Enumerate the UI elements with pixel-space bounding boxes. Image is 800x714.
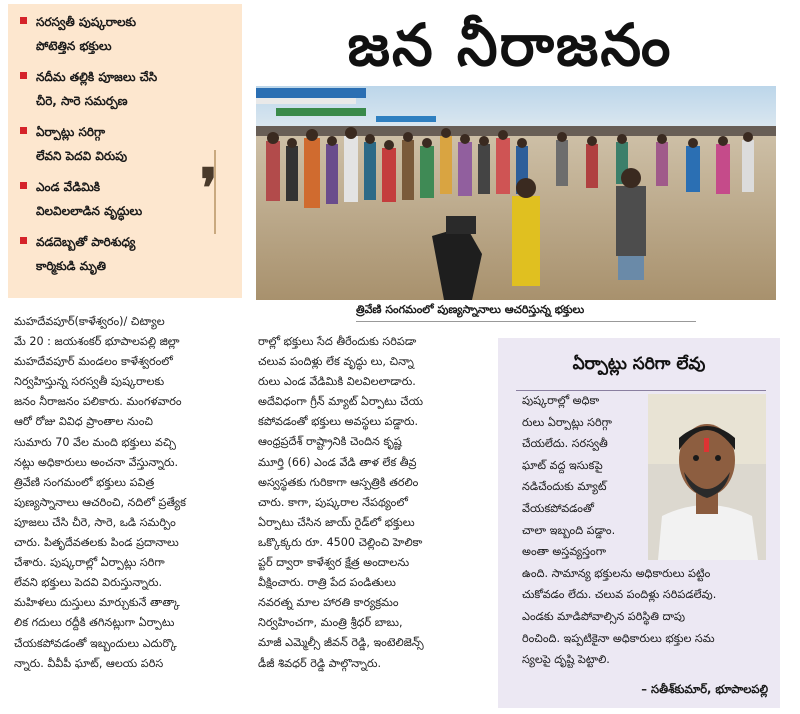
opinion-line: స్యలపై దృష్టి పెట్టాలి.: [522, 653, 610, 667]
opinion-line: చుకోవడం లేదు. చలువ పందిళ్లు సరిపడలేవు.: [522, 588, 717, 602]
highlight-line: వడదెబ్బతో పారిశుధ్య: [36, 235, 136, 249]
article-line: చారు. కాగా, పుష్కరాల నేపథ్యంలో: [258, 495, 408, 509]
opinion-box: [498, 338, 780, 708]
highlights-panel: [8, 4, 242, 298]
article-line: కపోవడంతో భక్తులు అవస్థలు పడ్డారు.: [258, 415, 419, 429]
article-line: సుమారు 70 వేల మంది భక్తులు వచ్చి: [14, 435, 176, 449]
bullet-icon: [20, 72, 27, 79]
article-line: పుణ్యస్నానాలు ఆచరించి, నదిలో ప్రత్యేక: [14, 495, 186, 509]
article-line: ఆంధ్రప్రదేశ్ రాష్ట్రానికి చెందిన కృష్ణ: [258, 435, 402, 449]
article-line: ఆరో రోజు వివిధ ప్రాంతాల నుంచి: [14, 415, 153, 429]
opinion-line: ఎండకు మాడిపోవాల్సిన పరిస్థితి దాపు: [522, 609, 685, 623]
highlight-item: [18, 65, 236, 113]
article-line: ఏర్పాటు చేసిన జాయ్ రైడ్‌లో భక్తులు: [258, 515, 415, 529]
highlight-item: [18, 10, 236, 58]
article-line: లేవని భక్తులు పెదవి విరుస్తున్నారు.: [14, 576, 163, 590]
opinion-line: రించింది. ఇప్పటికైనా అధికారులు భక్తుల సమ: [522, 631, 715, 645]
article-line: చారు. పితృదేవతలకు పిండ ప్రదానాలు: [14, 536, 179, 550]
bullet-icon: [20, 17, 27, 24]
article-line: రాల్లో భక్తులు సేద తీరేందుకు సరిపడా: [258, 335, 417, 348]
article-line: చేయకపోవడంతో ఇబ్బందులు ఎదుర్కొ: [14, 636, 177, 650]
article-line: నట్లు అధికారులు అంచనా వేస్తున్నారు.: [14, 455, 179, 469]
highlight-line: పోటెత్తిన భక్తులు: [36, 39, 112, 53]
highlight-item: [18, 230, 236, 278]
quote-mark-icon: ❜: [200, 156, 218, 220]
article-line: రులు ఎండ వేడిమికి విలవిలలాడారు.: [258, 375, 416, 389]
article-line: మహదేవపూర్(కాళేశ్వరం)/ చిట్యాల: [14, 315, 165, 328]
bullet-icon: [20, 127, 27, 134]
article-line: మహదేవపూర్ మండలం కాళేశ్వరంలో: [14, 355, 173, 369]
article-line: ప్టర్ ద్వారా కాళేశ్వర క్షేత్ర అందాలను: [258, 556, 410, 570]
opinion-line: రులు ఏర్పాట్లు సరిగ్గా: [522, 415, 612, 429]
article-line: లిక గదులు రద్దీకి తగినట్లుగా ఏర్పాటు: [14, 616, 175, 630]
opinion-line: ఉంది. సామాన్య భక్తులను అధికారులు పట్టిం: [522, 566, 711, 580]
opinion-line: అంతా అస్తవ్యస్తంగా: [522, 545, 606, 559]
article-line: చలువ పందిళ్లు లేక వృద్ధు లు, చిన్నా: [258, 355, 414, 369]
opinion-line: ఘాట్ వద్ద ఇసుకపై: [522, 458, 603, 472]
article-line: అస్వస్థతకు గురికాగా ఆస్పత్రికి తరలిం: [258, 475, 419, 489]
headline: జన నీరాజనం: [347, 11, 673, 79]
highlight-line: లేవని పెదవి విరుపు: [36, 149, 128, 163]
article-line: మహిళలు దుస్తులు మార్చుకునే తాత్కా: [14, 596, 180, 610]
article-line: అదేవిధంగా గ్రీన్ మ్యాట్ ఏర్పాటు చేయ: [258, 395, 424, 409]
article-line: మే 20 : జయశంకర్ భూపాలపల్లి జిల్లా: [14, 335, 180, 349]
article-line: వీక్షించారు. రాత్రి పేద పండితులు: [258, 576, 396, 590]
opinion-line: చేయలేదు. సరస్వతీ: [522, 437, 608, 451]
bullet-icon: [20, 237, 27, 244]
article-column-2: [258, 332, 486, 674]
highlight-line: ఏర్పాట్లు సరిగ్గా: [36, 125, 106, 139]
article-line: త్రివేణి సంగమంలో భక్తులు పవిత్ర: [14, 475, 155, 489]
article-line: న్నారు. వీవీపీ ఘాట్, ఆలయ పరిస: [14, 656, 164, 670]
signature-byline: – సతీశ్‌కుమార్, భూపాలపల్లి: [641, 682, 768, 696]
article-line: పూజలు చేసి చీరె, సారె, ఒడి సమర్పిం: [14, 515, 176, 529]
article-line: మాజీ ఎమ్మెల్సీ జీవన్ రెడ్డి, ఇంటెలిజెన్స్: [258, 636, 424, 650]
highlight-line: ఎండ వేడిమికి: [36, 180, 101, 194]
article-line: ఒక్కొక్కరు రూ. 4500 చెల్లించి హెలికా: [258, 535, 423, 549]
opinion-line: నడిచేందుకు మ్యాట్: [522, 480, 607, 494]
portrait-photo: [648, 394, 766, 560]
highlight-line: కార్మికుడి మృతి: [36, 259, 107, 273]
opinion-line: పుష్కరాల్లో అధికా: [522, 394, 600, 407]
article-line: నవరత్న మాల హారతి కార్యక్రమం: [258, 596, 399, 610]
highlight-line: చీరె, సారె సమర్పణ: [36, 94, 128, 108]
article-line: నిర్వహిస్తున్న సరస్వతీ పుష్కరాలకు: [14, 375, 165, 389]
bullet-icon: [20, 182, 27, 189]
article-line: నిర్వహించగా, మంత్రి శ్రీధర్ బాబు,: [258, 616, 403, 630]
opinion-box-title: ఏర్పాట్లు సరిగా లేవు: [572, 354, 706, 374]
opinion-line: చాలా ఇబ్బంది పడ్డాం.: [522, 523, 616, 537]
highlight-line: నదీమ తల్లికి పూజలు చేసి: [36, 70, 158, 84]
article-line: డీజీ శివధర్ రెడ్డి పాల్గొన్నారు.: [258, 656, 382, 670]
article-line: మూర్తి (66) ఎండ వేడి తాళ లేక తీవ్ర: [258, 455, 417, 469]
photo-caption: త్రివేణి సంగమంలో పుణ్యస్నానాలు ఆచరిస్తున్న భక్తులు: [356, 301, 696, 322]
highlight-line: సరస్వతీ పుష్కరాలకు: [36, 15, 136, 29]
opinion-line: వేయకపోవడంతో: [522, 501, 594, 515]
article-line: చేశారు. పుష్కరాల్లో ఏర్పాట్లు సరిగా: [14, 556, 165, 570]
highlight-line: విలవిలలాడిన వృద్ధులు: [36, 204, 143, 218]
article-line: జనం నీరాజనం పలికారు. మంగళవారం: [14, 395, 182, 409]
river-crowd-photo: [256, 86, 776, 300]
article-column-1: [14, 312, 246, 674]
